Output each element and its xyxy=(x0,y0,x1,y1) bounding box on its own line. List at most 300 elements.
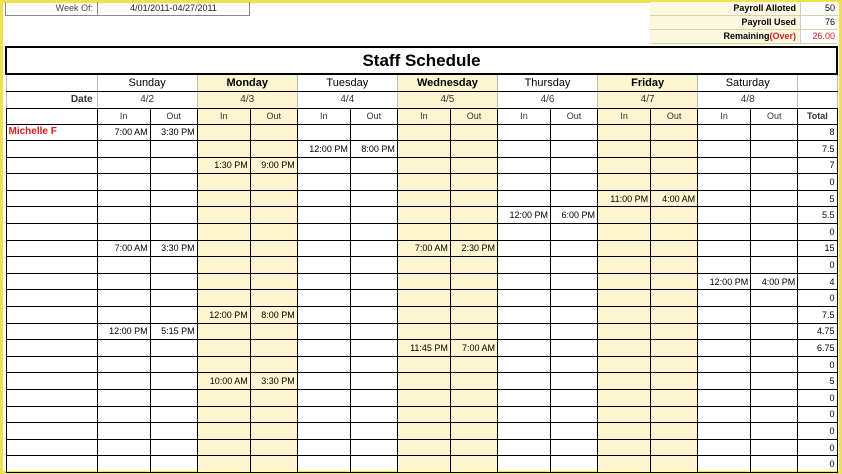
time-out-cell[interactable] xyxy=(450,290,497,307)
time-in-cell[interactable] xyxy=(497,373,550,390)
time-out-cell[interactable] xyxy=(350,356,397,373)
time-out-cell[interactable] xyxy=(350,174,397,191)
time-in-cell[interactable] xyxy=(197,390,250,407)
time-out-cell[interactable] xyxy=(551,356,598,373)
time-out-cell[interactable] xyxy=(651,240,698,257)
time-out-cell[interactable] xyxy=(150,439,197,456)
time-out-cell[interactable]: 7:00 AM xyxy=(450,340,497,357)
time-in-cell[interactable] xyxy=(297,439,350,456)
time-out-cell[interactable] xyxy=(150,224,197,241)
date-cell-sunday[interactable]: 4/2 xyxy=(97,91,197,108)
employee-name-cell[interactable] xyxy=(6,323,97,340)
time-in-cell[interactable] xyxy=(598,323,651,340)
time-in-cell[interactable] xyxy=(297,290,350,307)
time-out-cell[interactable] xyxy=(651,224,698,241)
time-in-cell[interactable] xyxy=(598,124,651,141)
time-out-cell[interactable] xyxy=(450,157,497,174)
time-in-cell[interactable]: 12:00 PM xyxy=(297,141,350,158)
time-out-cell[interactable] xyxy=(450,373,497,390)
time-in-cell[interactable] xyxy=(297,456,350,473)
time-in-cell[interactable] xyxy=(698,157,751,174)
time-out-cell[interactable]: 9:00 PM xyxy=(250,157,297,174)
time-in-cell[interactable] xyxy=(698,290,751,307)
payroll-alloted-value[interactable]: 50 xyxy=(800,2,838,15)
time-out-cell[interactable] xyxy=(250,240,297,257)
time-in-cell[interactable] xyxy=(297,257,350,274)
time-in-cell[interactable] xyxy=(598,456,651,473)
time-in-cell[interactable] xyxy=(397,290,450,307)
time-out-cell[interactable]: 4:00 PM xyxy=(751,273,798,290)
time-out-cell[interactable] xyxy=(350,290,397,307)
time-in-cell[interactable] xyxy=(297,174,350,191)
time-in-cell[interactable]: 12:00 PM xyxy=(497,207,550,224)
time-in-cell[interactable] xyxy=(197,273,250,290)
time-in-cell[interactable] xyxy=(397,390,450,407)
time-out-cell[interactable] xyxy=(350,340,397,357)
time-out-cell[interactable] xyxy=(751,124,798,141)
employee-name-cell[interactable] xyxy=(6,207,97,224)
time-in-cell[interactable] xyxy=(297,356,350,373)
time-in-cell[interactable] xyxy=(598,257,651,274)
time-in-cell[interactable] xyxy=(397,157,450,174)
time-out-cell[interactable] xyxy=(350,224,397,241)
time-in-cell[interactable] xyxy=(397,356,450,373)
time-in-cell[interactable] xyxy=(397,373,450,390)
time-out-cell[interactable] xyxy=(150,356,197,373)
date-cell-monday[interactable]: 4/3 xyxy=(197,91,297,108)
time-in-cell[interactable] xyxy=(297,273,350,290)
time-out-cell[interactable] xyxy=(751,224,798,241)
time-out-cell[interactable] xyxy=(350,307,397,324)
time-in-cell[interactable] xyxy=(397,323,450,340)
time-in-cell[interactable] xyxy=(97,456,150,473)
time-in-cell[interactable] xyxy=(497,273,550,290)
employee-name-cell[interactable] xyxy=(6,456,97,473)
time-in-cell[interactable] xyxy=(197,290,250,307)
time-in-cell[interactable] xyxy=(698,390,751,407)
time-in-cell[interactable] xyxy=(97,406,150,423)
time-out-cell[interactable] xyxy=(751,207,798,224)
time-in-cell[interactable] xyxy=(698,124,751,141)
time-out-cell[interactable]: 3:30 PM xyxy=(250,373,297,390)
time-in-cell[interactable] xyxy=(598,157,651,174)
time-out-cell[interactable] xyxy=(250,124,297,141)
time-out-cell[interactable] xyxy=(350,456,397,473)
employee-name-cell[interactable] xyxy=(6,240,97,257)
time-out-cell[interactable] xyxy=(150,373,197,390)
time-in-cell[interactable] xyxy=(297,207,350,224)
time-out-cell[interactable] xyxy=(250,423,297,440)
time-in-cell[interactable] xyxy=(97,340,150,357)
time-in-cell[interactable] xyxy=(397,439,450,456)
time-out-cell[interactable] xyxy=(350,207,397,224)
time-in-cell[interactable]: 1:30 PM xyxy=(197,157,250,174)
time-out-cell[interactable] xyxy=(350,273,397,290)
time-out-cell[interactable] xyxy=(250,207,297,224)
time-out-cell[interactable] xyxy=(551,406,598,423)
time-out-cell[interactable] xyxy=(150,207,197,224)
time-in-cell[interactable] xyxy=(497,323,550,340)
time-out-cell[interactable] xyxy=(450,423,497,440)
time-in-cell[interactable] xyxy=(698,456,751,473)
time-out-cell[interactable] xyxy=(751,257,798,274)
time-out-cell[interactable] xyxy=(250,273,297,290)
time-out-cell[interactable] xyxy=(350,257,397,274)
date-cell-thursday[interactable]: 4/6 xyxy=(497,91,597,108)
employee-name-cell[interactable]: Michelle F xyxy=(6,124,97,141)
employee-name-cell[interactable] xyxy=(6,290,97,307)
time-out-cell[interactable]: 2:30 PM xyxy=(450,240,497,257)
employee-name-cell[interactable] xyxy=(6,307,97,324)
time-out-cell[interactable] xyxy=(651,124,698,141)
time-out-cell[interactable] xyxy=(551,224,598,241)
time-in-cell[interactable] xyxy=(197,323,250,340)
time-in-cell[interactable]: 10:00 AM xyxy=(197,373,250,390)
time-in-cell[interactable] xyxy=(197,141,250,158)
time-out-cell[interactable] xyxy=(350,157,397,174)
time-in-cell[interactable] xyxy=(598,224,651,241)
week-of-value[interactable]: 4/01/2011-04/27/2011 xyxy=(130,3,217,13)
time-in-cell[interactable] xyxy=(197,257,250,274)
time-in-cell[interactable] xyxy=(497,406,550,423)
time-out-cell[interactable] xyxy=(450,190,497,207)
time-out-cell[interactable] xyxy=(250,406,297,423)
time-in-cell[interactable] xyxy=(698,207,751,224)
time-out-cell[interactable] xyxy=(651,141,698,158)
time-in-cell[interactable]: 12:00 PM xyxy=(698,273,751,290)
time-in-cell[interactable] xyxy=(497,174,550,191)
time-in-cell[interactable] xyxy=(397,174,450,191)
time-out-cell[interactable] xyxy=(150,157,197,174)
time-in-cell[interactable] xyxy=(598,290,651,307)
time-in-cell[interactable] xyxy=(598,439,651,456)
time-in-cell[interactable] xyxy=(698,373,751,390)
time-out-cell[interactable] xyxy=(450,141,497,158)
time-out-cell[interactable] xyxy=(751,456,798,473)
time-in-cell[interactable] xyxy=(97,356,150,373)
time-in-cell[interactable]: 11:00 PM xyxy=(598,190,651,207)
time-out-cell[interactable] xyxy=(651,257,698,274)
time-in-cell[interactable]: 12:00 PM xyxy=(97,323,150,340)
time-out-cell[interactable] xyxy=(450,356,497,373)
employee-name-cell[interactable] xyxy=(6,406,97,423)
time-in-cell[interactable] xyxy=(297,423,350,440)
time-out-cell[interactable] xyxy=(350,423,397,440)
time-out-cell[interactable] xyxy=(551,373,598,390)
time-out-cell[interactable]: 3:30 PM xyxy=(150,124,197,141)
employee-name-cell[interactable] xyxy=(6,141,97,158)
time-out-cell[interactable] xyxy=(551,340,598,357)
time-out-cell[interactable] xyxy=(551,124,598,141)
time-in-cell[interactable] xyxy=(497,141,550,158)
time-out-cell[interactable] xyxy=(250,456,297,473)
time-in-cell[interactable] xyxy=(197,174,250,191)
time-in-cell[interactable] xyxy=(197,439,250,456)
time-out-cell[interactable] xyxy=(450,406,497,423)
employee-name-cell[interactable] xyxy=(6,340,97,357)
time-in-cell[interactable] xyxy=(698,240,751,257)
time-out-cell[interactable] xyxy=(350,373,397,390)
time-out-cell[interactable] xyxy=(250,257,297,274)
time-in-cell[interactable] xyxy=(297,390,350,407)
time-out-cell[interactable] xyxy=(751,141,798,158)
time-out-cell[interactable] xyxy=(150,307,197,324)
time-in-cell[interactable] xyxy=(698,340,751,357)
time-out-cell[interactable] xyxy=(450,439,497,456)
time-in-cell[interactable] xyxy=(97,439,150,456)
time-out-cell[interactable] xyxy=(651,323,698,340)
time-in-cell[interactable] xyxy=(598,373,651,390)
date-cell-tuesday[interactable]: 4/4 xyxy=(297,91,397,108)
time-out-cell[interactable] xyxy=(551,157,598,174)
time-in-cell[interactable] xyxy=(97,141,150,158)
time-out-cell[interactable] xyxy=(350,323,397,340)
time-out-cell[interactable] xyxy=(450,257,497,274)
time-out-cell[interactable] xyxy=(250,340,297,357)
time-in-cell[interactable] xyxy=(97,224,150,241)
time-in-cell[interactable] xyxy=(197,224,250,241)
time-out-cell[interactable] xyxy=(751,174,798,191)
employee-name-cell[interactable] xyxy=(6,439,97,456)
time-in-cell[interactable] xyxy=(598,356,651,373)
time-in-cell[interactable] xyxy=(297,340,350,357)
time-out-cell[interactable] xyxy=(150,141,197,158)
time-in-cell[interactable] xyxy=(97,390,150,407)
time-in-cell[interactable] xyxy=(297,307,350,324)
time-out-cell[interactable] xyxy=(551,423,598,440)
time-out-cell[interactable] xyxy=(751,190,798,207)
time-out-cell[interactable] xyxy=(150,406,197,423)
time-out-cell[interactable] xyxy=(250,290,297,307)
time-out-cell[interactable] xyxy=(651,340,698,357)
time-out-cell[interactable] xyxy=(751,356,798,373)
time-out-cell[interactable] xyxy=(551,456,598,473)
time-out-cell[interactable] xyxy=(651,439,698,456)
time-out-cell[interactable] xyxy=(150,290,197,307)
time-out-cell[interactable] xyxy=(350,439,397,456)
employee-name-cell[interactable] xyxy=(6,423,97,440)
time-in-cell[interactable] xyxy=(698,190,751,207)
time-in-cell[interactable] xyxy=(497,240,550,257)
time-in-cell[interactable] xyxy=(497,456,550,473)
time-in-cell[interactable] xyxy=(197,423,250,440)
time-out-cell[interactable] xyxy=(150,340,197,357)
time-out-cell[interactable] xyxy=(751,406,798,423)
time-in-cell[interactable] xyxy=(497,190,550,207)
time-in-cell[interactable] xyxy=(598,207,651,224)
time-in-cell[interactable] xyxy=(497,224,550,241)
time-in-cell[interactable] xyxy=(698,141,751,158)
time-in-cell[interactable] xyxy=(97,190,150,207)
time-in-cell[interactable] xyxy=(698,439,751,456)
time-in-cell[interactable] xyxy=(598,423,651,440)
time-out-cell[interactable] xyxy=(150,390,197,407)
time-out-cell[interactable] xyxy=(150,174,197,191)
time-out-cell[interactable]: 5:15 PM xyxy=(150,323,197,340)
time-in-cell[interactable] xyxy=(698,307,751,324)
time-out-cell[interactable]: 8:00 PM xyxy=(250,307,297,324)
time-in-cell[interactable] xyxy=(397,190,450,207)
time-in-cell[interactable] xyxy=(497,257,550,274)
time-in-cell[interactable] xyxy=(698,406,751,423)
time-out-cell[interactable] xyxy=(450,174,497,191)
time-out-cell[interactable] xyxy=(250,390,297,407)
time-out-cell[interactable] xyxy=(651,456,698,473)
employee-name-cell[interactable] xyxy=(6,224,97,241)
time-in-cell[interactable] xyxy=(297,224,350,241)
time-in-cell[interactable] xyxy=(397,406,450,423)
time-in-cell[interactable] xyxy=(598,273,651,290)
time-out-cell[interactable] xyxy=(551,257,598,274)
time-in-cell[interactable] xyxy=(698,257,751,274)
time-out-cell[interactable] xyxy=(551,141,598,158)
time-out-cell[interactable] xyxy=(551,290,598,307)
time-out-cell[interactable] xyxy=(551,190,598,207)
time-in-cell[interactable] xyxy=(397,141,450,158)
time-out-cell[interactable] xyxy=(350,124,397,141)
time-out-cell[interactable] xyxy=(751,307,798,324)
time-out-cell[interactable] xyxy=(651,423,698,440)
time-out-cell[interactable] xyxy=(250,190,297,207)
time-in-cell[interactable] xyxy=(97,257,150,274)
time-out-cell[interactable] xyxy=(751,290,798,307)
time-out-cell[interactable] xyxy=(450,124,497,141)
time-in-cell[interactable] xyxy=(297,406,350,423)
time-out-cell[interactable] xyxy=(551,439,598,456)
time-in-cell[interactable] xyxy=(598,307,651,324)
time-out-cell[interactable] xyxy=(150,257,197,274)
time-in-cell[interactable] xyxy=(497,290,550,307)
time-out-cell[interactable] xyxy=(651,307,698,324)
time-out-cell[interactable] xyxy=(551,240,598,257)
time-out-cell[interactable] xyxy=(350,240,397,257)
date-cell-wednesday[interactable]: 4/5 xyxy=(397,91,497,108)
time-in-cell[interactable] xyxy=(698,356,751,373)
time-in-cell[interactable] xyxy=(698,174,751,191)
time-in-cell[interactable] xyxy=(397,307,450,324)
time-out-cell[interactable] xyxy=(651,157,698,174)
employee-name-cell[interactable] xyxy=(6,174,97,191)
time-out-cell[interactable] xyxy=(450,456,497,473)
time-in-cell[interactable] xyxy=(598,340,651,357)
time-out-cell[interactable] xyxy=(150,423,197,440)
time-in-cell[interactable] xyxy=(97,307,150,324)
time-out-cell[interactable] xyxy=(450,390,497,407)
time-in-cell[interactable] xyxy=(497,157,550,174)
time-in-cell[interactable] xyxy=(397,273,450,290)
time-out-cell[interactable] xyxy=(250,439,297,456)
time-in-cell[interactable] xyxy=(197,340,250,357)
time-out-cell[interactable] xyxy=(450,273,497,290)
time-out-cell[interactable] xyxy=(651,290,698,307)
time-out-cell[interactable] xyxy=(250,174,297,191)
time-in-cell[interactable] xyxy=(598,406,651,423)
time-in-cell[interactable] xyxy=(397,124,450,141)
time-in-cell[interactable]: 12:00 PM xyxy=(197,307,250,324)
time-in-cell[interactable] xyxy=(197,456,250,473)
time-out-cell[interactable] xyxy=(751,439,798,456)
time-out-cell[interactable] xyxy=(150,456,197,473)
time-out-cell[interactable] xyxy=(150,190,197,207)
time-out-cell[interactable] xyxy=(450,207,497,224)
time-out-cell[interactable] xyxy=(551,174,598,191)
time-in-cell[interactable]: 11:45 PM xyxy=(397,340,450,357)
time-in-cell[interactable] xyxy=(598,390,651,407)
time-in-cell[interactable] xyxy=(698,224,751,241)
time-out-cell[interactable] xyxy=(751,157,798,174)
time-out-cell[interactable] xyxy=(250,323,297,340)
time-in-cell[interactable] xyxy=(97,423,150,440)
time-in-cell[interactable] xyxy=(397,423,450,440)
employee-name-cell[interactable] xyxy=(6,157,97,174)
time-out-cell[interactable] xyxy=(150,273,197,290)
time-in-cell[interactable] xyxy=(497,356,550,373)
time-in-cell[interactable] xyxy=(297,323,350,340)
time-out-cell[interactable] xyxy=(551,390,598,407)
time-out-cell[interactable] xyxy=(751,423,798,440)
time-out-cell[interactable] xyxy=(250,224,297,241)
time-in-cell[interactable] xyxy=(698,323,751,340)
time-in-cell[interactable] xyxy=(598,240,651,257)
time-out-cell[interactable] xyxy=(350,390,397,407)
time-in-cell[interactable] xyxy=(197,207,250,224)
time-out-cell[interactable] xyxy=(551,323,598,340)
time-in-cell[interactable] xyxy=(497,307,550,324)
time-in-cell[interactable] xyxy=(197,406,250,423)
time-out-cell[interactable] xyxy=(751,240,798,257)
time-in-cell[interactable] xyxy=(497,439,550,456)
time-out-cell[interactable]: 4:00 AM xyxy=(651,190,698,207)
time-out-cell[interactable] xyxy=(651,406,698,423)
time-out-cell[interactable]: 6:00 PM xyxy=(551,207,598,224)
time-out-cell[interactable] xyxy=(751,323,798,340)
time-out-cell[interactable] xyxy=(651,207,698,224)
time-in-cell[interactable] xyxy=(97,174,150,191)
time-in-cell[interactable] xyxy=(97,373,150,390)
time-out-cell[interactable] xyxy=(751,340,798,357)
time-in-cell[interactable] xyxy=(397,207,450,224)
time-in-cell[interactable] xyxy=(197,240,250,257)
time-in-cell[interactable] xyxy=(397,456,450,473)
time-out-cell[interactable] xyxy=(651,356,698,373)
time-in-cell[interactable] xyxy=(297,157,350,174)
time-in-cell[interactable]: 7:00 AM xyxy=(97,240,150,257)
time-out-cell[interactable] xyxy=(651,373,698,390)
time-out-cell[interactable] xyxy=(450,323,497,340)
employee-name-cell[interactable] xyxy=(6,190,97,207)
time-out-cell[interactable] xyxy=(350,406,397,423)
time-in-cell[interactable] xyxy=(197,124,250,141)
time-out-cell[interactable] xyxy=(651,273,698,290)
time-out-cell[interactable] xyxy=(651,174,698,191)
time-in-cell[interactable] xyxy=(297,373,350,390)
employee-name-cell[interactable] xyxy=(6,390,97,407)
time-in-cell[interactable] xyxy=(497,423,550,440)
time-in-cell[interactable] xyxy=(97,207,150,224)
time-in-cell[interactable] xyxy=(297,124,350,141)
time-in-cell[interactable] xyxy=(598,141,651,158)
date-cell-saturday[interactable]: 4/8 xyxy=(698,91,798,108)
time-in-cell[interactable] xyxy=(97,273,150,290)
time-out-cell[interactable] xyxy=(250,141,297,158)
time-in-cell[interactable] xyxy=(97,290,150,307)
employee-name-cell[interactable] xyxy=(6,273,97,290)
time-in-cell[interactable] xyxy=(497,340,550,357)
employee-name-cell[interactable] xyxy=(6,257,97,274)
time-out-cell[interactable]: 3:30 PM xyxy=(150,240,197,257)
time-in-cell[interactable] xyxy=(497,390,550,407)
time-out-cell[interactable] xyxy=(751,390,798,407)
